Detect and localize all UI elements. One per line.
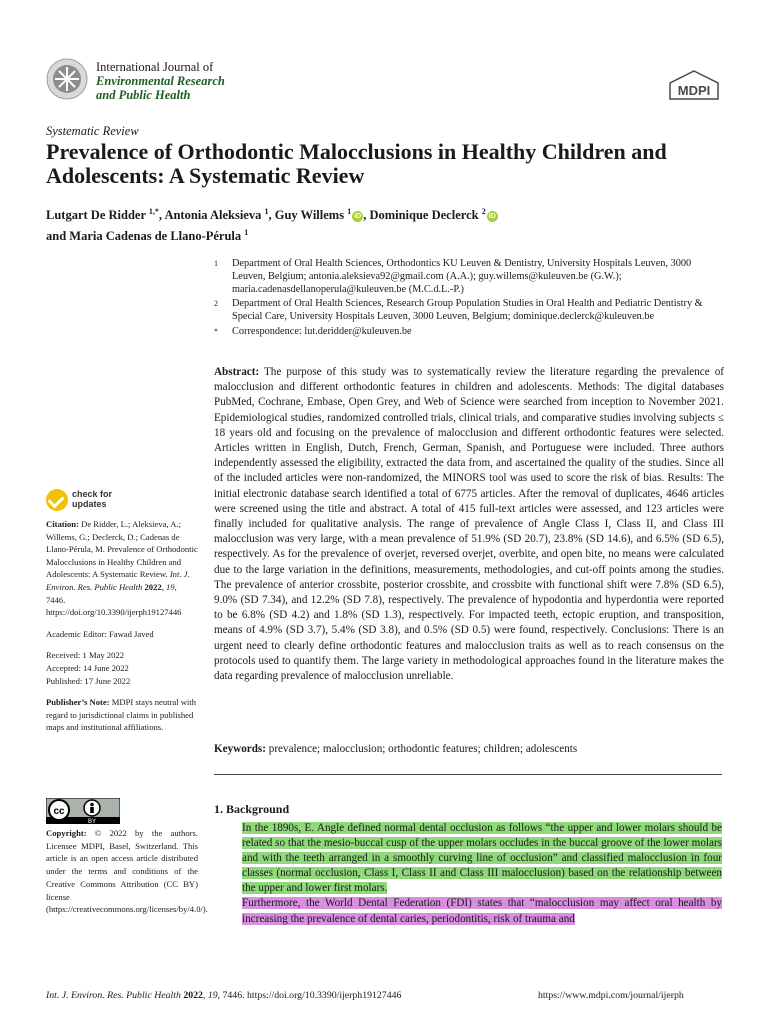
- highlighted-text[interactable]: In the 1890s, E. Angle defined normal dental occlusion as follows “the upper and lower molars should be related so that the mesio-buccal cusp of the upper molars occludes in the buccal groove of the lower molars and with the teeth arranged in a smoothly curving line of occlusion” and classified malocclusion in four classes (normal occlusion, Class I, Class II and Class III malocclusion) based on the relationship between the upper and lower first molars.: [242, 822, 722, 895]
- abstract-label: Abstract:: [214, 366, 260, 378]
- paragraph: [214, 821, 722, 896]
- mdpi-logo: [668, 70, 720, 100]
- citation-text: De Ridder, L.; Aleksieva, A.; Willems, G.; Declerck, D.; Cadenas de Llano-Pérula, M. Prevalence of Orthodontic Malocclusions in Healthy Children and Adolescents: A Systematic Review.: [46, 519, 198, 580]
- affiliation-text: Correspondence: lut.deridder@kuleuven.be: [232, 325, 412, 337]
- author-name[interactable]: Dominique Declerck: [369, 208, 479, 223]
- citation-year: 2022: [144, 581, 162, 592]
- footer-journal-url[interactable]: https://www.mdpi.com/journal/ijerph: [538, 990, 684, 1001]
- section-heading: 1. Background: [214, 802, 290, 816]
- author-list: Lutgart De Ridder $^{1,*}$, Antonia Aleksieva $^1$, Guy Willems $^1$iD , Dominique Declerck $^2$iD and Maria Cadenas de Llano-Pérula $^1$: [46, 207, 496, 244]
- mdpi-logo-text: MDPI: [677, 83, 711, 98]
- affiliation-text: Department of Oral Health Sciences, Orthodontics KU Leuven & Dentistry, University Hospitals Leuven, 3000 Leuven, Belgium; antonia.aleksieva92@gmail.com (A.A.); guy.willems@kuleuven.be (G.W.); maria.cadenasdellanoperula@kuleuven.be (M.C.d.L.-P.): [232, 258, 692, 295]
- copyright-text: © 2022 by the authors. Licensee MDPI, Basel, Switzerland. This article is an open access article distributed under the terms and conditions of the Creative Commons Attribution (CC BY) license (https://creativecommons.org/licenses/by/4.0/).: [46, 828, 208, 915]
- affiliation-number: 2: [214, 299, 218, 309]
- journal-line-2: and Public Health: [96, 88, 191, 102]
- citation-label: Citation:: [46, 519, 79, 529]
- academic-editor: Academic Editor: Fawad Javed: [46, 628, 154, 639]
- affiliation: [214, 298, 724, 324]
- author-affil: 1,*: [148, 207, 159, 216]
- footer-citation: Int. J. Environ. Res. Public Health 2022, 19, 7446. https://doi.org/10.3390/ijerph19127446: [46, 990, 402, 1001]
- received-date: Received: 1 May 2022: [46, 650, 125, 661]
- author-name[interactable]: Maria Cadenas de Llano-Pérula: [69, 229, 242, 244]
- orcid-icon[interactable]: iD: [354, 213, 362, 221]
- svg-text:cc: cc: [53, 806, 65, 817]
- cc-label: BY: [87, 819, 97, 824]
- article-type: Systematic Review: [46, 124, 139, 138]
- dates: [46, 649, 198, 687]
- check-updates-text: [72, 489, 112, 509]
- journal-line-1: Environmental Research: [96, 74, 225, 88]
- author-affil: 2: [481, 207, 486, 216]
- author-name[interactable]: Antonia Aleksieva: [164, 208, 262, 223]
- publisher-note-text: MDPI stays neutral with regard to jurisdictional claims in published maps and institutional affiliations.: [46, 697, 196, 733]
- citation: Citation: De Ridder, L.; Aleksieva, A.; Willems, G.; Declerck, D.; Cadenas de Llano-Pérula, M. Prevalence of Orthodontic Malocclusions in Healthy Children and Adolescents: A Systematic Review. Int. J. Environ. Res. Public Health 2022, 19, 7446. https://doi.org/10.3390/ijerph19127446: [46, 519, 198, 618]
- check-updates-line2: updates: [72, 499, 107, 509]
- footer-year: 2022: [183, 990, 203, 1001]
- keywords: [214, 742, 724, 757]
- citation-pages: 7446.: [46, 594, 66, 605]
- check-updates-line1: check for: [72, 489, 113, 499]
- section-body: [214, 821, 722, 927]
- abstract: [214, 365, 724, 684]
- published-date: Published: 17 June 2022: [46, 675, 131, 686]
- correspondence: [214, 326, 724, 339]
- copyright-label: Copyright:: [46, 828, 87, 838]
- orcid-icon[interactable]: iD: [488, 213, 496, 221]
- check-for-updates-button[interactable]: [46, 487, 166, 515]
- publisher-note-label: Publisher’s Note:: [46, 697, 110, 708]
- publisher-note: [46, 696, 198, 734]
- citation-volume: 19: [165, 581, 175, 592]
- affiliation-text: Department of Oral Health Sciences, Research Group Population Studies in Oral Health and Pediatric Dentistry & Special Care, University Hospitals Leuven, 3000 Leuven, Belgium; dominique.declerck@kuleuven.be: [232, 298, 703, 323]
- accepted-date: Accepted: 14 June 2022: [46, 662, 129, 673]
- journal-name: [96, 60, 225, 102]
- cc-by-license-badge[interactable]: [46, 798, 120, 824]
- affiliation-number: 1: [214, 259, 218, 268]
- affiliation: [214, 258, 724, 296]
- keywords-label: Keywords:: [214, 743, 266, 755]
- divider: [214, 774, 722, 775]
- copyright: [46, 827, 208, 916]
- author-affil: 1: [244, 228, 249, 238]
- abstract-text: The purpose of this study was to systematically review the literature regarding the prevalence of malocclusion and different orthodontic features in children and adolescents. Methods: The digital databases PubMed, Cochrane, Embase, Open Grey, and Web of Science were searched from inception to November 2021. Epidemiological studies, randomized controlled trials, clinical trials, and comparative studies involving subjects ≤ 18 years old and focusing on the prevalence of malocclusion and different orthodontic features were selected. Articles written in English, Dutch, French, German, Spanish, and Portuguese were included. Three authors independently assessed the eligibility, extracted the data from, and ascertained the quality of the studies. Since all of the included articles were non-randomized, the MINORS tool was used to score the risk of bias. Results: The initial electronic database search identified a total of 6775 articles. After the removal of duplicates, 4646 articles were screened using the title and abstract. A total of 415 full-text articles were assessed, and 123 articles were finally included for qualitative analysis. The range of prevalence of Angle Class I, Class II, and Class III malocclusion was very large, with a mean prevalence of 51.9% (SD 20.7), 23.8% (SD 14.6), and 6.5% (SD 6.5), respectively. As for the prevalence of overjet, reversed overjet, overbite, and open bite, no means were calculated due to the large variation in the definitions, measurements, methodologies, and cut-off points among the studies. The prevalence of anterior crossbite, posterior crossbite, and crossbite with functional shift were 7.8% (SD 6.5), 9.0% (SD 7.34), and 12.2% (SD 7.8), respectively. The prevalence of hypodontia and hyperdontia were reported to be 6.8% (SD 4.2) and 1.8% (SD 1.3), respectively. For impacted teeth, ectopic eruption, and transposition, means of 4.9% (SD 3.7), 5.4% (SD 3.8), and 0.5% (SD 0.5) were found, respectively. Conclusions: There is an urgent need to clearly define orthodontic features and malocclusion traits as well as to reach consensus on the protocols used to quantify them. The large variety in methodological approaches found in the literature makes the data regarding prevalence of malocclusion unreliable.: [214, 366, 724, 683]
- affiliations: [214, 258, 724, 341]
- article-title: Prevalence of Orthodontic Malocclusions in Healthy Children and Adolescents: A Systematic Review: [46, 139, 667, 188]
- footer-doi[interactable]: , 7446. https://doi.org/10.3390/ijerph19127446: [217, 990, 402, 1001]
- author-affil: 1: [347, 207, 352, 216]
- author-name[interactable]: Lutgart De Ridder: [46, 208, 146, 223]
- author-name[interactable]: Guy Willems: [274, 208, 345, 223]
- footer-volume: 19: [207, 990, 218, 1001]
- paragraph: [214, 896, 722, 926]
- citation-journal: Int. J. Environ. Res. Public Health: [46, 569, 190, 592]
- keywords-text: prevalence; malocclusion; orthodontic features; children; adolescents: [268, 743, 578, 755]
- journal-logo: [46, 58, 90, 100]
- footer-journal: Int. J. Environ. Res. Public Health: [46, 990, 181, 1001]
- citation-doi-link[interactable]: https://doi.org/10.3390/ijerph19127446: [46, 607, 182, 618]
- author-affil: 1: [264, 207, 269, 216]
- highlighted-text[interactable]: Furthermore, the World Dental Federation (FDI) states that “malocclusion may affect oral health by increasing the prevalence of dental caries, periodontitis, risk of trauma and: [242, 897, 722, 925]
- check-icon: [46, 489, 68, 511]
- affiliation-number: *: [214, 326, 218, 336]
- sidebar: [46, 518, 198, 743]
- journal-prefix: International Journal of: [96, 60, 214, 74]
